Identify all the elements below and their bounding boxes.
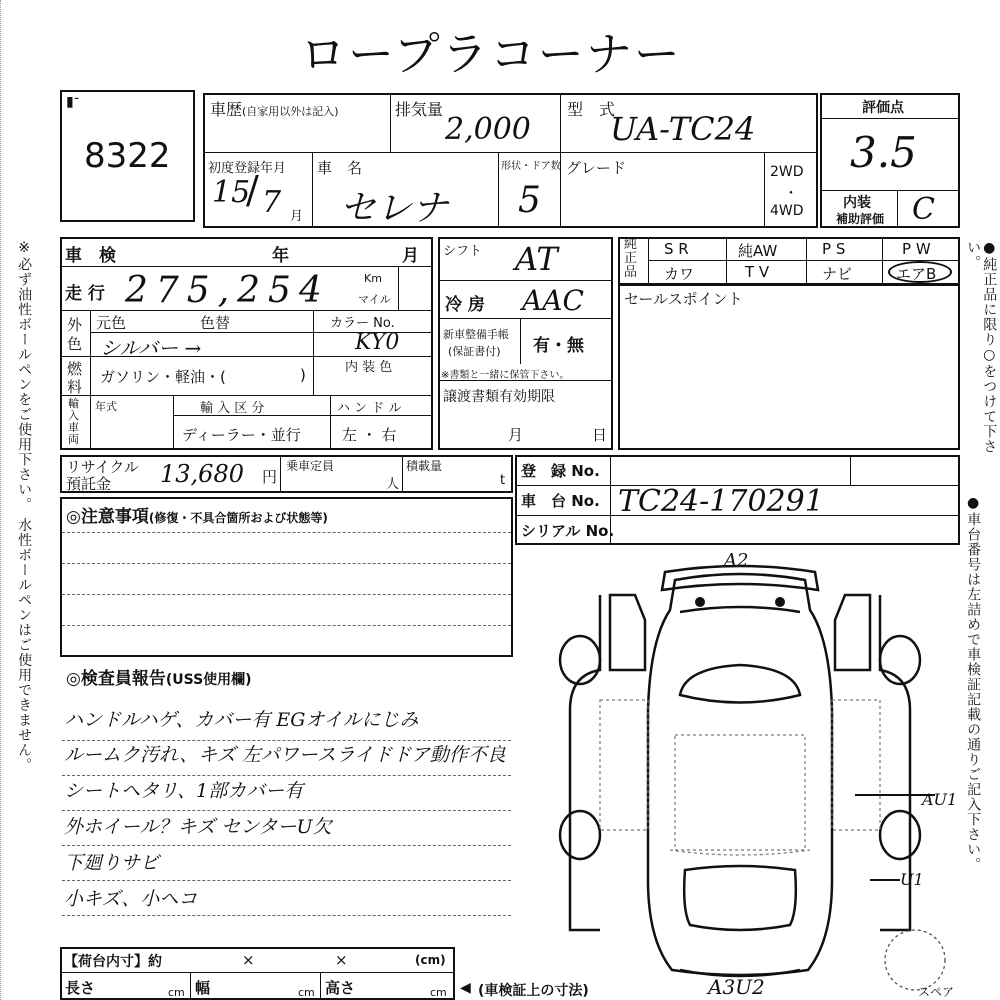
handle-value: 左 ・ 右 (342, 426, 397, 444)
transfer-label: 譲渡書類有効期限 (443, 389, 555, 405)
first-reg-month: 7 (262, 185, 282, 220)
lot-corner-mark: ▮ᐨ (66, 94, 80, 110)
spare-tire-circle (885, 930, 945, 990)
genuine-side-label: 純正品 (624, 237, 638, 280)
inspector-line-5: 下廻りサビ (64, 852, 160, 874)
notes-label (66, 502, 328, 527)
fuel-value: ガソリン・軽油・( (100, 368, 226, 386)
car-name-value: セレナ (340, 188, 449, 229)
headlight-left (695, 597, 705, 607)
genuine-leather[interactable]: カワ (664, 265, 695, 283)
dim-height-unit: cm (430, 986, 447, 999)
history-note: (自家用以外は記入) (242, 105, 339, 118)
import-type-label: 輸 入 区 分 (200, 401, 265, 416)
damage-mark-top: A2 (724, 550, 749, 571)
inspection-label: 車 検 (65, 246, 116, 266)
color-code-value: KY0 (355, 330, 400, 355)
model-label: 型 式 (567, 100, 616, 119)
dim-length-label: 長さ (65, 979, 96, 997)
dim-arrow: ◀ (460, 980, 471, 996)
history-label (210, 97, 339, 120)
damage-mark-right-1: AU1 (922, 790, 958, 809)
recycle-label-1: リサイクル (66, 458, 139, 476)
score-label: 評価点 (862, 100, 904, 116)
sales-point-label: セールスポイント (624, 290, 743, 308)
drive-4wd: 4WD (770, 203, 804, 219)
damage-mark-bottom: A3U2 (708, 975, 765, 999)
right-front-wheel (880, 636, 920, 684)
load-unit: t (500, 473, 506, 488)
rear-gate-area (670, 850, 810, 855)
first-reg-year: 15 (212, 175, 251, 210)
inspector-line-6: 小キズ、小ヘコ (64, 888, 198, 910)
doors-label: 形状・ドア数 (501, 161, 561, 172)
dim-height-label: 高さ (325, 979, 356, 997)
interior-score-label2: 補助評価 (836, 212, 885, 226)
inspector-subtitle: (USS使用欄) (165, 672, 252, 688)
inspector-label (66, 664, 252, 689)
car-name-label: 車 名 (317, 159, 363, 177)
grade-label: グレード (566, 159, 627, 177)
drive-dot: ・ (784, 186, 798, 202)
interior-score-value: C (912, 192, 935, 227)
lot-number: 8322 (84, 136, 171, 176)
cargo-x2: × (335, 951, 348, 969)
genuine-tv[interactable]: T V (745, 263, 770, 281)
import-side-label: 輸入車両 (68, 397, 79, 446)
inspector-title: ◎検査員報告 (66, 669, 166, 689)
recycle-label-2: 預託金 (66, 475, 112, 493)
cargo-x1: × (242, 951, 255, 969)
page-edge-line (0, 0, 2, 1000)
damage-mark-right-2: U1 (900, 870, 924, 889)
inspector-line-4: 外ホイール？キズ センターU欠 (64, 816, 332, 838)
mileage-unit-km: Km (364, 272, 382, 285)
color-side-2: 色 (67, 335, 83, 353)
lot-number-box (60, 90, 195, 222)
chassis-no-label: 車 台 No. (521, 492, 600, 510)
right-side-door-area (832, 700, 880, 830)
manual-label-1: 新車整備手帳 (443, 328, 509, 341)
capacity-label: 乗車定員 (286, 459, 335, 473)
ac-value: AAC (522, 284, 584, 317)
drive-2wd: 2WD (770, 164, 804, 180)
genuine-airbag[interactable]: エアB (896, 265, 937, 283)
load-label: 積載量 (406, 459, 443, 473)
left-side-door-area (600, 700, 648, 830)
airbag-circle-mark (888, 261, 952, 283)
dim-note: (車検証上の寸法) (478, 983, 589, 999)
recycle-value: 13,680 (160, 460, 244, 488)
displacement-value: 2,000 (445, 112, 531, 147)
doors-value: 5 (518, 180, 541, 221)
color-original-label: 元色 (96, 314, 127, 332)
page-title: ロープラコーナー (300, 27, 682, 81)
genuine-instruction-note: ●純正品に限り○をつけて下さい。 (965, 240, 998, 454)
notes-subtitle: (修復・不具合箇所および状態等) (148, 511, 328, 525)
genuine-navi[interactable]: ナビ (822, 265, 853, 283)
fuel-side-2: 料 (67, 378, 83, 396)
manual-label-2: (保証書付) (448, 345, 501, 358)
roof-area (675, 735, 805, 850)
serial-no-label: シリアル No. (521, 522, 615, 540)
first-reg-label: 初度登録年月 (208, 161, 287, 176)
left-front-door (610, 595, 645, 670)
color-value: シルバー → (100, 336, 202, 360)
import-year-label: 年式 (95, 400, 117, 413)
fuel-close: ) (300, 366, 306, 384)
transfer-day-unit: 日 (592, 426, 608, 444)
hood-line (680, 607, 800, 612)
color-side-1: 外 (67, 316, 83, 334)
genuine-pw[interactable]: P W (902, 240, 931, 258)
capacity-unit: 人 (386, 477, 400, 492)
fuel-side-1: 燃 (67, 360, 83, 378)
import-type-value: ディーラー・並行 (182, 426, 301, 444)
genuine-sr[interactable]: S R (664, 240, 689, 258)
first-reg-slash: / (246, 168, 259, 212)
interior-score-label1: 内装 (843, 195, 871, 211)
first-reg-month-unit: 月 (290, 209, 304, 224)
left-front-wheel (560, 636, 600, 684)
score-value: 3.5 (850, 128, 917, 177)
inspection-month-unit: 月 (402, 246, 419, 266)
interior-color-label: 内 装 色 (345, 360, 393, 375)
right-front-door (835, 595, 870, 670)
dim-width-label: 幅 (195, 979, 211, 997)
manual-value: 有・無 (533, 336, 584, 356)
history-label-text: 車歴 (210, 100, 243, 119)
notes-title: ◎注意事項 (66, 507, 149, 527)
inspection-year-unit: 年 (272, 246, 289, 266)
inspector-line-2: ルームク汚れ、キズ 左パワースライドドア動作不良 (64, 744, 506, 766)
displacement-label: 排気量 (395, 100, 444, 119)
handle-label: ハ ン ド ル (337, 401, 402, 416)
mileage-value: 275,254 (125, 270, 330, 311)
manual-note: ※書類と一緒に保管下さい。 (441, 370, 570, 381)
mileage-label: 走 行 (65, 284, 105, 304)
chassis-instruction-note: ●車台番号は左詰めで車検証記載の通りご記入下さい。 (965, 495, 982, 872)
color-change-label: 色替 (200, 314, 231, 332)
pen-instruction-note: ※必ず油性ボールペンをご使用下さい。 水性ボールペンはご使用できません。 (16, 240, 33, 773)
cargo-unit: (cm) (415, 953, 446, 967)
headlight-dots (695, 597, 785, 607)
inspector-line-1: ハンドルハゲ、カバー有 EGオイルにじみ (64, 709, 419, 731)
mileage-unit-mile: マイル (358, 293, 391, 306)
transfer-month-unit: 月 (508, 426, 524, 444)
dim-width-unit: cm (298, 986, 315, 999)
shift-label: シフト (443, 244, 483, 259)
recycle-unit: 円 (262, 468, 278, 486)
color-code-label: カラー No. (330, 316, 395, 331)
genuine-aw[interactable]: 純AW (738, 242, 778, 260)
ac-label: 冷 房 (445, 295, 485, 315)
model-value: UA-TC24 (610, 110, 756, 148)
car-damage-diagram (540, 550, 960, 1000)
dim-length-unit: cm (168, 986, 185, 999)
spare-label: スペア (918, 985, 955, 999)
rear-window (684, 866, 796, 930)
shift-value: AT (515, 240, 558, 278)
genuine-ps[interactable]: P S (822, 240, 846, 258)
inspector-line-3: シートヘタリ、1部カバー有 (64, 780, 304, 802)
cargo-label: 【荷台内寸】約 (64, 954, 162, 970)
left-rear-wheel (560, 811, 600, 859)
chassis-no-value: TC24-170291 (618, 484, 824, 519)
windshield (680, 665, 800, 703)
headlight-right (775, 597, 785, 607)
reg-no-label: 登 録 No. (521, 462, 600, 480)
right-rear-wheel (880, 811, 920, 859)
